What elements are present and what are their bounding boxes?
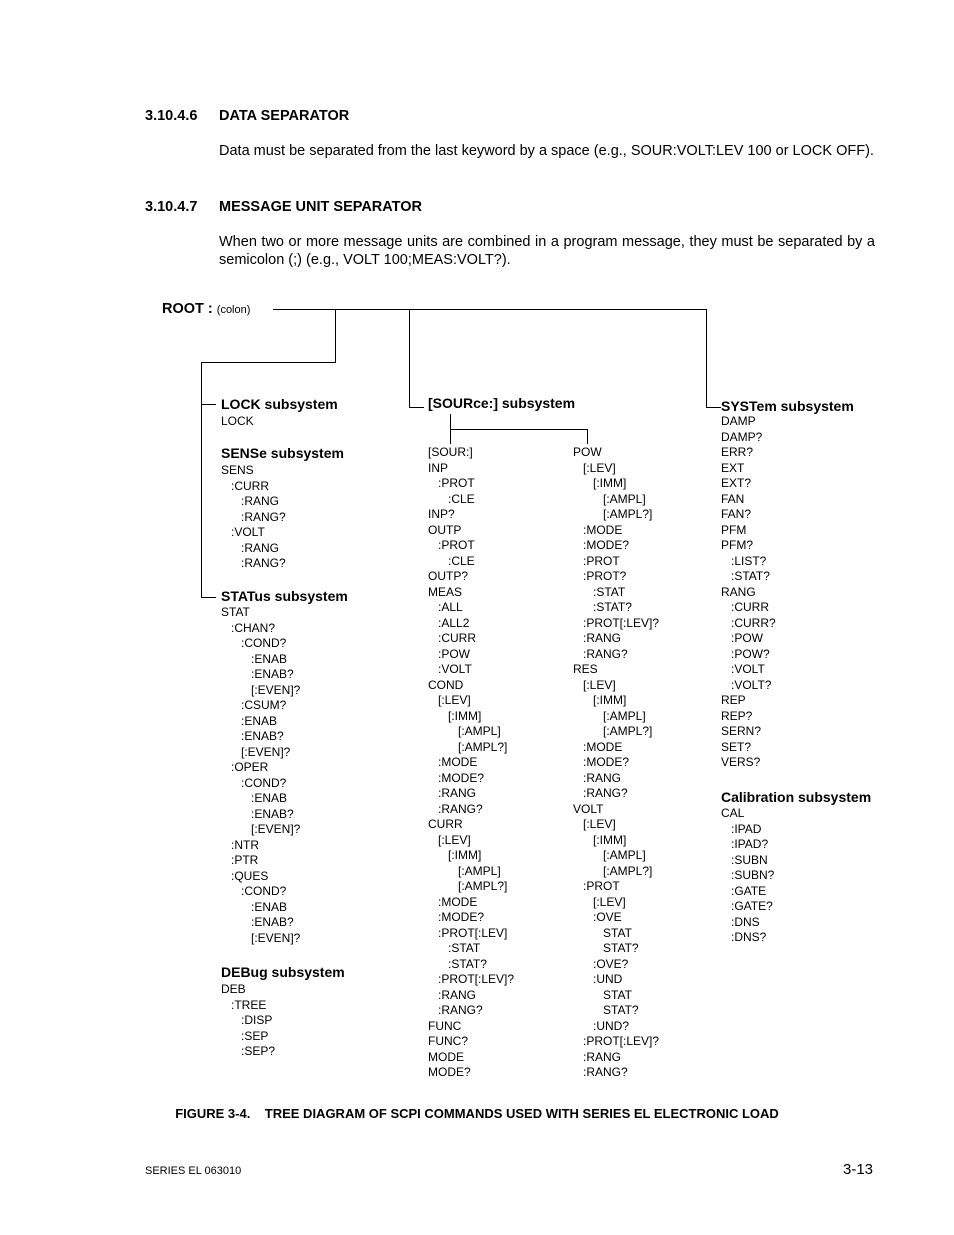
command-item: :PROT? xyxy=(573,569,627,583)
source-split-bar xyxy=(450,429,588,430)
command-item: :OPER xyxy=(221,760,269,774)
command-item: STAT? xyxy=(573,1003,639,1017)
command-item: ERR? xyxy=(721,445,754,459)
command-item: :CURR xyxy=(221,478,269,493)
command-item: [:AMPL?] xyxy=(573,863,653,878)
command-item: [:LEV] xyxy=(573,460,616,475)
section-number-message-unit-separator: 3.10.4.7 xyxy=(145,199,198,215)
command-item: :RANG? xyxy=(573,646,628,661)
command-item: REP xyxy=(721,693,746,707)
command-item: :SEP xyxy=(221,1028,269,1043)
root-label xyxy=(162,301,250,317)
command-item: :POW xyxy=(428,646,470,661)
command-item: [:IMM] xyxy=(428,848,482,862)
command-item: :ENAB? xyxy=(221,729,284,743)
command-item: EXT? xyxy=(721,476,752,490)
command-item: :PROT xyxy=(573,879,620,893)
command-item: VOLT xyxy=(573,801,604,816)
left-branch-line xyxy=(201,362,336,363)
command-item: STAT? xyxy=(573,941,639,955)
command-item: SERN? xyxy=(721,724,762,738)
command-item: :RANG xyxy=(221,494,280,508)
command-item: [:EVEN]? xyxy=(221,822,301,836)
command-item: :RANG xyxy=(428,786,477,800)
command-item: :COND? xyxy=(221,636,287,650)
command-item: :CHAN? xyxy=(221,620,276,635)
sense-commands xyxy=(221,463,286,572)
source-commands-column-1 xyxy=(428,445,514,1081)
command-item: :VOLT xyxy=(721,662,765,676)
left-trunk-line xyxy=(201,362,202,598)
command-item: [:AMPL?] xyxy=(428,879,508,893)
command-item: :IPAD xyxy=(721,821,762,836)
command-item: [:LEV] xyxy=(573,894,626,909)
command-item: VERS? xyxy=(721,755,761,769)
command-item: RANG xyxy=(721,584,756,599)
command-item: :RANG? xyxy=(573,786,628,800)
command-item: :RANG xyxy=(573,770,622,785)
command-item: :STAT? xyxy=(721,569,770,583)
command-item: :LIST? xyxy=(721,553,767,568)
command-item: :STAT xyxy=(573,584,626,599)
command-item: :PTR xyxy=(221,853,259,867)
command-item: :SUBN xyxy=(721,852,768,867)
source-subsystem-title: [SOURce:] subsystem xyxy=(428,395,576,411)
system-commands xyxy=(721,414,776,771)
command-item: DEB xyxy=(221,982,246,996)
command-item: :COND? xyxy=(221,775,287,790)
command-item: :STAT xyxy=(428,941,481,955)
status-subsystem-title: STATus subsystem xyxy=(221,588,348,604)
system-drop-line xyxy=(706,309,707,408)
root-horizontal-line xyxy=(273,309,707,310)
paragraph-data-separator: Data must be separated from the last keyword by a space (e.g., SOUR:VOLT:LEV 100 or LOCK OFF). xyxy=(219,143,874,159)
command-item: [SOUR:] xyxy=(428,445,473,459)
command-item: FUNC? xyxy=(428,1034,469,1048)
command-item: [:IMM] xyxy=(573,476,627,490)
command-item: :GATE xyxy=(721,883,767,898)
command-item: DAMP xyxy=(721,414,756,428)
paragraph-message-unit-separator: When two or more message units are combined in a program message, they must be separated by a semicolon (;) (e.g., VOLT 100;MEAS:VOLT?). xyxy=(219,234,875,268)
command-item: :ENAB? xyxy=(221,667,294,681)
page-number: 3-13 xyxy=(843,1161,874,1178)
command-item: :VOLT xyxy=(221,525,265,539)
command-item: :MODE xyxy=(428,755,478,769)
figure-caption: FIGURE 3-4. TREE DIAGRAM OF SCPI COMMANDS USED WITH SERIES EL ELECTRONIC LOAD xyxy=(175,1106,779,1121)
command-item: :PROT[:LEV]? xyxy=(428,972,515,986)
command-item: :RANG xyxy=(428,987,477,1002)
command-item: [:EVEN]? xyxy=(221,930,301,945)
command-item: :PROT[:LEV] xyxy=(428,925,508,940)
command-item: :UND? xyxy=(573,1018,630,1033)
command-item: :OVE xyxy=(573,910,622,924)
command-item: REP? xyxy=(721,708,753,723)
command-item: :MODE? xyxy=(573,538,630,552)
lock-subsystem-title: LOCK subsystem xyxy=(221,396,338,412)
source-connector xyxy=(409,407,424,408)
command-item: :ENAB xyxy=(221,651,288,666)
command-item: :PROT[:LEV]? xyxy=(573,1034,660,1048)
left-drop-line xyxy=(335,309,336,362)
command-item: [:AMPL] xyxy=(428,724,501,738)
command-item: MODE xyxy=(428,1049,464,1064)
command-item: :OVE? xyxy=(573,956,629,971)
command-item: [:LEV] xyxy=(573,817,616,831)
debug-commands xyxy=(221,982,275,1060)
command-item: :CURR xyxy=(721,600,769,614)
command-item: :SEP? xyxy=(221,1044,276,1058)
command-item: :ENAB xyxy=(221,713,278,728)
command-item: :MODE xyxy=(428,894,478,909)
command-item: [:IMM] xyxy=(573,832,627,847)
command-item: :PROT xyxy=(428,538,475,552)
command-item: :NTR xyxy=(221,837,259,852)
command-item: :ENAB xyxy=(221,791,288,805)
command-item: STAT xyxy=(573,987,632,1002)
command-item: :RANG? xyxy=(573,1065,628,1079)
command-item: :RANG xyxy=(221,540,280,555)
command-item: [:LEV] xyxy=(573,677,616,692)
command-item: :RANG? xyxy=(221,509,286,524)
command-item: :ALL xyxy=(428,600,463,614)
system-connector xyxy=(706,407,721,408)
command-item: :MODE? xyxy=(428,910,485,924)
command-item: :STAT? xyxy=(428,956,487,971)
command-item: PFM xyxy=(721,522,747,537)
command-item: :IPAD? xyxy=(721,837,769,851)
command-item: :VOLT xyxy=(428,662,472,676)
section-title-message-unit-separator: MESSAGE UNIT SEPARATOR xyxy=(219,199,423,215)
command-item: :DNS? xyxy=(721,930,767,944)
command-item: :SUBN? xyxy=(721,868,775,882)
lock-connector xyxy=(201,404,216,405)
command-item: INP? xyxy=(428,507,455,521)
command-item: :VOLT? xyxy=(721,677,772,692)
command-item: CURR xyxy=(428,817,463,831)
command-item: OUTP xyxy=(428,522,462,537)
command-item: :QUES xyxy=(221,868,269,883)
command-item: [:AMPL] xyxy=(573,708,646,723)
command-item: :POW? xyxy=(721,646,770,661)
root-note: (colon) xyxy=(216,304,251,316)
command-item: :COND? xyxy=(221,884,287,898)
command-item: [:AMPL] xyxy=(573,491,646,506)
command-item: PFM? xyxy=(721,538,754,552)
command-item: :CURR xyxy=(428,631,476,645)
command-item: :MODE xyxy=(573,522,623,537)
command-item: :MODE xyxy=(573,739,623,754)
section-title-data-separator: DATA SEPARATOR xyxy=(219,108,350,124)
source-commands-column-2 xyxy=(573,445,659,1081)
command-item: LOCK xyxy=(221,414,254,428)
command-item: :PROT xyxy=(573,553,620,568)
command-item: MODE? xyxy=(428,1065,471,1079)
command-item: :GATE? xyxy=(721,899,773,913)
command-item: [:IMM] xyxy=(573,693,627,707)
calibration-commands xyxy=(721,806,774,946)
command-item: :PROT xyxy=(428,476,475,490)
command-item: :RANG? xyxy=(428,801,483,816)
lock-commands xyxy=(221,414,254,430)
command-item: SENS xyxy=(221,463,254,477)
command-item: STAT xyxy=(221,605,250,619)
command-item: [:AMPL] xyxy=(573,848,646,862)
command-item: COND xyxy=(428,677,464,692)
section-number-data-separator: 3.10.4.6 xyxy=(145,108,198,124)
command-item: [:AMPL?] xyxy=(428,739,508,754)
calibration-subsystem-title: Calibration subsystem xyxy=(721,789,872,805)
command-item: :POW xyxy=(721,631,763,645)
command-item: INP xyxy=(428,460,449,475)
command-item: :ENAB? xyxy=(221,915,294,929)
command-item: :DISP xyxy=(221,1013,273,1027)
command-item: [:AMPL?] xyxy=(573,507,653,521)
command-item: OUTP? xyxy=(428,569,469,583)
command-item: :TREE xyxy=(221,997,267,1012)
root-label-text: ROOT : xyxy=(162,301,213,317)
command-item: [:AMPL?] xyxy=(573,724,653,738)
command-item: [:EVEN]? xyxy=(221,682,301,697)
command-item: :CLE xyxy=(428,553,475,568)
command-item: :DNS xyxy=(721,914,760,929)
command-item: :ENAB xyxy=(221,899,288,914)
debug-subsystem-title: DEBug subsystem xyxy=(221,964,345,980)
command-item: :UND xyxy=(573,972,623,986)
status-commands xyxy=(221,605,300,946)
command-item: POW xyxy=(573,445,602,459)
command-item: EXT xyxy=(721,460,745,475)
command-item: SET? xyxy=(721,739,752,754)
command-item: FAN? xyxy=(721,507,752,521)
command-item: [:IMM] xyxy=(428,708,482,723)
command-item: :CURR? xyxy=(721,615,776,630)
command-item: :RANG? xyxy=(428,1003,483,1017)
command-item: FAN xyxy=(721,491,745,506)
command-item: CAL xyxy=(721,806,745,820)
command-item: [:LEV] xyxy=(428,693,471,707)
command-item: :STAT? xyxy=(573,600,632,614)
command-item: :MODE? xyxy=(428,770,485,785)
source-drop-line xyxy=(409,309,410,408)
command-item: :RANG xyxy=(573,1049,622,1064)
command-item: :CSUM? xyxy=(221,698,287,712)
command-item: [:LEV] xyxy=(428,832,471,847)
command-item: :RANG xyxy=(573,631,622,645)
command-item: [:EVEN]? xyxy=(221,744,291,759)
command-item: FUNC xyxy=(428,1018,462,1033)
command-item: [:AMPL] xyxy=(428,863,501,878)
command-item: RES xyxy=(573,662,598,676)
source-split-right xyxy=(587,429,588,444)
command-item: :ENAB? xyxy=(221,806,294,821)
command-item: :RANG? xyxy=(221,556,286,570)
status-connector xyxy=(201,597,216,598)
command-item: :CLE xyxy=(428,491,475,506)
command-item: STAT xyxy=(573,925,632,940)
command-item: MEAS xyxy=(428,584,463,599)
command-item: :PROT[:LEV]? xyxy=(573,615,660,630)
footer-series-label: SERIES EL 063010 xyxy=(145,1165,242,1177)
command-item: :MODE? xyxy=(573,755,630,769)
command-item: :ALL2 xyxy=(428,615,470,630)
sense-subsystem-title: SENSe subsystem xyxy=(221,445,344,461)
command-item: DAMP? xyxy=(721,429,763,444)
system-subsystem-title: SYSTem subsystem xyxy=(721,398,854,414)
